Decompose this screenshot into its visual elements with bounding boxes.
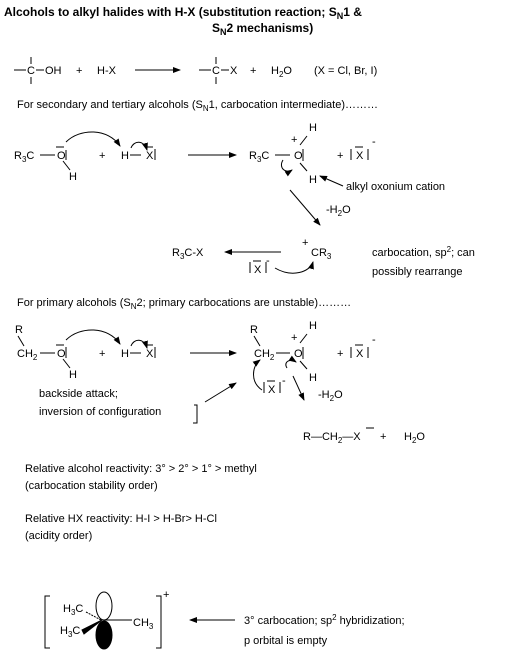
svg-text:+: + bbox=[250, 65, 257, 77]
svg-text:X: X bbox=[356, 348, 364, 360]
svg-text:R—CH2—X: $R—CH_2—X$ bbox=[303, 431, 361, 445]
svg-text:Relative HX reactivity: H-I >: Relative HX reactivity: H-I > H-Br> H-Cl bbox=[25, 513, 217, 525]
svg-text:(acidity order): (acidity order) bbox=[25, 530, 93, 542]
svg-text:X: X bbox=[254, 264, 262, 276]
svg-text:+: + bbox=[99, 348, 106, 360]
title bbox=[4, 5, 362, 37]
sn1-heading: For secondary and tertiary alcohols ($S_N1$, carbocation intermediate)……… bbox=[17, 99, 379, 113]
svg-text:-H2O: $-H_2O$ bbox=[318, 389, 343, 403]
svg-text:H3C: $H_3C$ bbox=[63, 603, 84, 617]
svg-text:R3C: $R_3C$ bbox=[249, 150, 270, 164]
svg-text:H: H bbox=[309, 372, 317, 384]
svg-text:H: H bbox=[309, 122, 317, 134]
svg-text:possibly rearrange: possibly rearrange bbox=[372, 266, 463, 278]
svg-text:H-X: H-X bbox=[97, 65, 116, 77]
svg-text:O: O bbox=[294, 150, 303, 162]
sn2-mechanism bbox=[15, 320, 425, 445]
svg-text:-: - bbox=[282, 375, 286, 387]
svg-text:R3C-X: $R_3C-X$ bbox=[172, 247, 204, 261]
svg-text:O: O bbox=[57, 150, 66, 162]
svg-text:(carbocation stability order): (carbocation stability order) bbox=[25, 480, 158, 492]
svg-text:inversion of configuration: inversion of configuration bbox=[39, 406, 162, 418]
svg-text:O: O bbox=[294, 348, 303, 360]
svg-text:-: - bbox=[372, 136, 376, 148]
svg-text:C: C bbox=[212, 65, 220, 77]
svg-text:backside attack;: backside attack; bbox=[39, 388, 118, 400]
svg-text:+: + bbox=[380, 431, 387, 443]
svg-text:H2O: $H_2O$ bbox=[404, 431, 425, 445]
svg-text:+: + bbox=[163, 589, 170, 601]
svg-text:carbocation, sp2; can: carbocation, $sp^2$; can bbox=[372, 245, 475, 259]
svg-text:Alcohols to alkyl halides with: Alcohols to alkyl halides with H-X (substitution reaction; $S_N1$ & bbox=[4, 5, 362, 21]
svg-text:+: + bbox=[99, 150, 106, 162]
svg-text:alkyl oxonium cation: alkyl oxonium cation bbox=[346, 181, 446, 193]
svg-text:3° carbocation; sp2 hybridizat: 3° carbocation; $sp^2$ hybridization; bbox=[244, 613, 405, 627]
svg-text:(X = Cl, Br, I): (X = Cl, Br, I) bbox=[314, 65, 378, 77]
sn1-protonation bbox=[14, 122, 445, 225]
reactivity-notes bbox=[25, 463, 257, 542]
sn1-carbocation-step bbox=[172, 237, 475, 278]
general-reaction bbox=[14, 57, 377, 84]
carbocation-structure bbox=[45, 589, 405, 649]
svg-text:CH3: $CH_3$ bbox=[133, 617, 154, 631]
svg-text:+: + bbox=[337, 348, 344, 360]
svg-text:H: H bbox=[309, 174, 317, 186]
svg-text:+: + bbox=[302, 237, 309, 249]
svg-text:CH2: $CH_2$ bbox=[254, 348, 275, 362]
svg-text:H: H bbox=[121, 150, 129, 162]
svg-text:X: X bbox=[356, 150, 364, 162]
svg-text:X: X bbox=[230, 65, 238, 77]
svg-text:O: O bbox=[57, 348, 66, 360]
svg-text:H: H bbox=[69, 369, 77, 381]
svg-text:C: C bbox=[27, 65, 35, 77]
svg-text:-: - bbox=[266, 255, 270, 267]
svg-text:X: X bbox=[146, 150, 154, 162]
svg-text:R: R bbox=[15, 324, 23, 336]
svg-text:CH2: $CH_2$ bbox=[17, 348, 38, 362]
svg-text:SN2 mechanisms): $S_N2$ mechanisms) bbox=[212, 21, 314, 37]
svg-text:OH: OH bbox=[45, 65, 62, 77]
svg-text:-H2O: $-H_2O$ bbox=[326, 204, 351, 218]
svg-text:H2O: $H_2O$ bbox=[271, 65, 292, 79]
svg-text:R3C: $R_3C$ bbox=[14, 150, 35, 164]
svg-text:H: H bbox=[309, 320, 317, 332]
sn2-heading: For primary alcohols ($S_N2$; primary carbocations are unstable)……… bbox=[17, 297, 352, 311]
svg-text:X: X bbox=[146, 348, 154, 360]
svg-text:Relative alcohol reactivity: 3: Relative alcohol reactivity: 3° > 2° > 1° > methyl bbox=[25, 463, 257, 475]
svg-text:p orbital is empty: p orbital is empty bbox=[244, 635, 328, 647]
svg-text:+: + bbox=[291, 134, 298, 146]
svg-text:+: + bbox=[76, 65, 83, 77]
svg-text:+: + bbox=[337, 150, 344, 162]
svg-text:H3C: $H_3C$ bbox=[60, 625, 81, 639]
svg-text:H: H bbox=[69, 171, 77, 183]
svg-text:-: - bbox=[372, 334, 376, 346]
svg-text:CR3: $CR_3$ bbox=[311, 247, 332, 261]
svg-text:H: H bbox=[121, 348, 129, 360]
svg-text:X: X bbox=[268, 384, 276, 396]
svg-text:+: + bbox=[291, 332, 298, 344]
svg-text:R: R bbox=[250, 324, 258, 336]
